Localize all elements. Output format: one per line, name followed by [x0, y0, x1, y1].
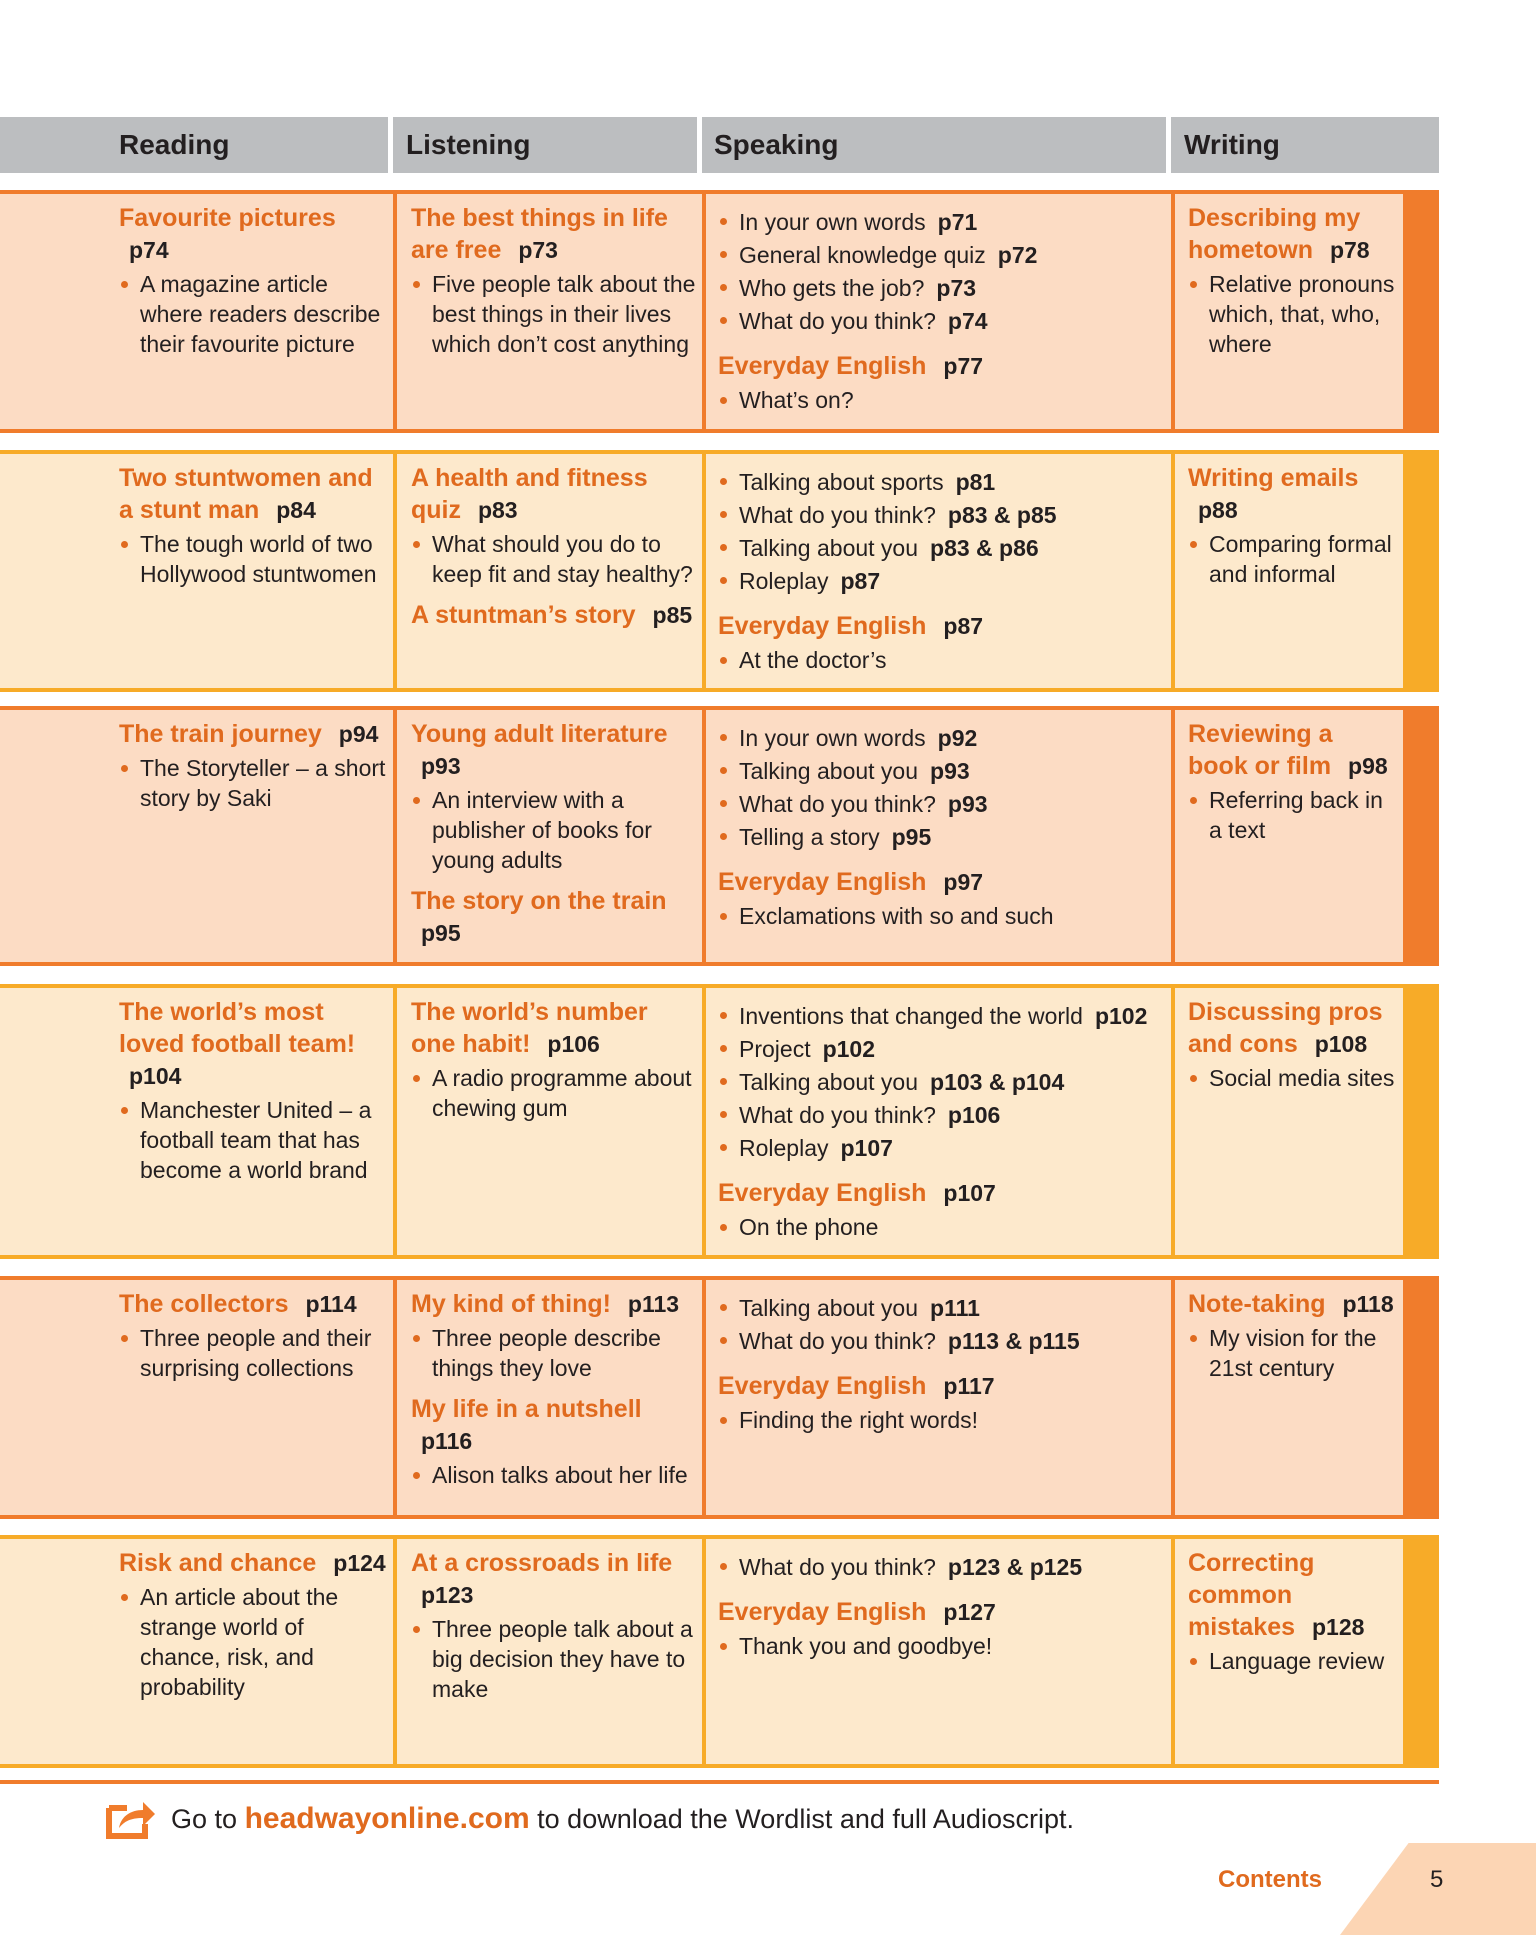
- unit-row: [0, 1535, 1439, 1768]
- reading-point: The Storyteller – a short story by Saki: [119, 753, 387, 813]
- speaking-cell: [702, 1276, 1171, 1519]
- everyday-english-label: Everyday English: [718, 1372, 927, 1400]
- speaking-item-page: p93: [947, 791, 988, 817]
- everyday-point: What’s on?: [718, 385, 1165, 415]
- listening-title: [411, 1288, 696, 1320]
- speaking-item-text: Talking about you: [739, 1069, 919, 1095]
- reading-points: [119, 1095, 387, 1185]
- reading-point: The tough world of two Hollywood stuntwomen: [119, 529, 387, 589]
- writing-page: p128: [1311, 1614, 1365, 1640]
- footer-text: Go to headwayonline.com to download the Wordlist and full Audioscript.: [171, 1802, 1074, 1835]
- listening-cell: [393, 450, 702, 692]
- listening-page: p123: [421, 1582, 474, 1608]
- unit-row: [0, 706, 1439, 966]
- listening-title-text: Young adult literature: [411, 720, 668, 748]
- speaking-item: [718, 788, 1165, 821]
- writing-title: [1188, 462, 1399, 526]
- writing-page: p108: [1314, 1031, 1368, 1057]
- everyday-english-label: Everyday English: [718, 1598, 927, 1626]
- everyday-points: [718, 901, 1165, 931]
- reading-page: p84: [276, 497, 316, 523]
- writing-points: [1188, 1646, 1399, 1676]
- speaking-item-page: p93: [930, 758, 970, 784]
- writing-point: Comparing formal and informal: [1188, 529, 1399, 589]
- listening-point: What should you do to keep fit and stay healthy?: [411, 529, 696, 589]
- unit-row: [0, 1276, 1439, 1519]
- writing-page: p78: [1329, 237, 1370, 263]
- header-writing: Writing: [1171, 117, 1439, 173]
- everyday-points: [718, 1631, 1165, 1661]
- speaking-item-text: What do you think?: [739, 1328, 936, 1354]
- listening-title: [411, 1547, 696, 1611]
- speaking-item-text: Talking about you: [739, 758, 919, 784]
- everyday-point: Exclamations with so and such: [718, 901, 1165, 931]
- reading-page: p94: [338, 721, 379, 747]
- listening-title: [411, 1393, 696, 1457]
- writing-title: [1188, 718, 1399, 782]
- external-link-icon: [105, 1798, 157, 1840]
- writing-cell: [1171, 450, 1403, 692]
- speaking-item-page: p71: [937, 209, 978, 235]
- speaking-item-page: p72: [997, 242, 1038, 268]
- writing-cell: [1171, 1535, 1403, 1768]
- speaking-item-text: In your own words: [739, 209, 926, 235]
- listening-title-text: The story on the train: [411, 887, 667, 915]
- writing-cell: [1171, 1276, 1403, 1519]
- speaking-item-page: p83 & p86: [930, 535, 1039, 561]
- listening-cell: [393, 1276, 702, 1519]
- speaking-item-text: Inventions that changed the world: [739, 1003, 1083, 1029]
- listening-title: [411, 996, 696, 1060]
- everyday-english-page: p117: [943, 1373, 995, 1399]
- writing-title-text: Discussing pros and cons: [1188, 998, 1383, 1058]
- everyday-english-page: p77: [943, 353, 984, 379]
- unit-row: [0, 190, 1439, 433]
- reading-cell: [0, 1276, 393, 1519]
- speaking-item-page: p107: [840, 1135, 893, 1161]
- listening-title-text: My kind of thing!: [411, 1290, 611, 1318]
- reading-points: [119, 753, 387, 813]
- speaking-item-text: What do you think?: [739, 791, 936, 817]
- speaking-cell: [702, 1535, 1171, 1768]
- everyday-english-title: [718, 1370, 1165, 1402]
- reading-point: An article about the strange world of chance, risk, and probability: [119, 1582, 387, 1702]
- listening-page: p106: [547, 1031, 600, 1057]
- writing-page: p88: [1198, 497, 1238, 523]
- everyday-english-page: p107: [943, 1180, 996, 1206]
- listening-page: p83: [477, 497, 518, 523]
- reading-point: A magazine article where readers describe their favourite picture: [119, 269, 387, 359]
- everyday-english-page: p87: [943, 613, 984, 639]
- page-section-label: Contents: [1218, 1866, 1322, 1893]
- speaking-item-text: Project: [739, 1036, 811, 1062]
- reading-cell: [0, 190, 393, 433]
- listening-points: [411, 785, 696, 875]
- speaking-item-page: p95: [891, 824, 932, 850]
- everyday-english-title: [718, 1177, 1165, 1209]
- writing-title-text: Describing my hometown: [1188, 204, 1361, 264]
- writing-page: p118: [1342, 1291, 1394, 1317]
- speaking-item-text: General knowledge quiz: [739, 242, 986, 268]
- speaking-list: [718, 1000, 1165, 1165]
- speaking-item: [718, 239, 1165, 272]
- listening-points: [411, 1614, 696, 1704]
- everyday-point: Finding the right words!: [718, 1405, 1165, 1435]
- speaking-item: [718, 466, 1165, 499]
- speaking-cell: [702, 450, 1171, 692]
- everyday-point: On the phone: [718, 1212, 1165, 1242]
- speaking-item-text: What do you think?: [739, 1102, 936, 1128]
- writing-point: Relative pronouns which, that, who, where: [1188, 269, 1399, 359]
- speaking-item-text: What do you think?: [739, 1554, 936, 1580]
- everyday-english-page: p97: [943, 869, 984, 895]
- speaking-item-text: What do you think?: [739, 308, 936, 334]
- speaking-item: [718, 1033, 1165, 1066]
- speaking-list: [718, 1292, 1165, 1358]
- listening-page: p93: [421, 753, 461, 779]
- speaking-item: [718, 755, 1165, 788]
- unit-row: [0, 984, 1439, 1259]
- header-listening: Listening: [393, 117, 697, 173]
- everyday-english-page: p127: [943, 1599, 996, 1625]
- speaking-item-text: Roleplay: [739, 1135, 829, 1161]
- speaking-item: [718, 1000, 1165, 1033]
- writing-points: [1188, 1063, 1399, 1093]
- speaking-item-page: p74: [947, 308, 988, 334]
- reading-title-text: Two stuntwomen and a stunt man: [119, 464, 373, 524]
- everyday-point: At the doctor’s: [718, 645, 1165, 675]
- writing-point: Social media sites: [1188, 1063, 1399, 1093]
- reading-title: [119, 462, 387, 526]
- reading-page: p124: [333, 1550, 386, 1576]
- speaking-item-page: p113 & p115: [947, 1328, 1080, 1354]
- reading-title: [119, 202, 387, 266]
- listening-cell: [393, 1535, 702, 1768]
- everyday-english-label: Everyday English: [718, 612, 927, 640]
- listening-title-text: My life in a nutshell: [411, 1395, 642, 1423]
- writing-point: Language review: [1188, 1646, 1399, 1676]
- everyday-points: [718, 385, 1165, 415]
- listening-title-text: A health and fitness quiz: [411, 464, 648, 524]
- header-reading: Reading: [0, 117, 388, 173]
- everyday-english-title: [718, 610, 1165, 642]
- reading-title: [119, 996, 387, 1092]
- writing-title-text: Note-taking: [1188, 1290, 1326, 1318]
- listening-points: [411, 1323, 696, 1383]
- listening-point: Three people talk about a big decision they have to make: [411, 1614, 696, 1704]
- speaking-item-page: p73: [936, 275, 977, 301]
- header-speaking: Speaking: [702, 117, 1166, 173]
- speaking-item: [718, 272, 1165, 305]
- speaking-item: [718, 1292, 1165, 1325]
- writing-point: Referring back in a text: [1188, 785, 1399, 845]
- listening-cell: [393, 706, 702, 966]
- everyday-english-label: Everyday English: [718, 352, 927, 380]
- reading-title-text: The collectors: [119, 1290, 289, 1318]
- writing-points: [1188, 529, 1399, 589]
- listening-title-text: At a crossroads in life: [411, 1549, 673, 1577]
- reading-points: [119, 1582, 387, 1702]
- listening-point: An interview with a publisher of books for young adults: [411, 785, 696, 875]
- reading-points: [119, 529, 387, 589]
- speaking-item: [718, 206, 1165, 239]
- listening-points: [411, 1063, 696, 1123]
- reading-point: Manchester United – a football team that has become a world brand: [119, 1095, 387, 1185]
- speaking-item: [718, 1551, 1165, 1584]
- footer-note: [105, 1798, 1074, 1840]
- everyday-english-title: [718, 866, 1165, 898]
- listening-point: Three people describe things they love: [411, 1323, 696, 1383]
- writing-points: [1188, 785, 1399, 845]
- reading-title-text: The world’s most loved football team!: [119, 998, 356, 1058]
- speaking-item-text: Roleplay: [739, 568, 829, 594]
- speaking-item: [718, 722, 1165, 755]
- speaking-item: [718, 1066, 1165, 1099]
- speaking-item-page: p92: [937, 725, 978, 751]
- everyday-english-label: Everyday English: [718, 1179, 927, 1207]
- everyday-english-title: [718, 350, 1165, 382]
- unit-row: [0, 450, 1439, 692]
- speaking-item-text: Talking about sports: [739, 469, 944, 495]
- listening-point: Alison talks about her life: [411, 1460, 696, 1490]
- writing-title-text: Reviewing a book or film: [1188, 720, 1333, 780]
- everyday-points: [718, 1405, 1165, 1435]
- speaking-item-text: Who gets the job?: [739, 275, 925, 301]
- writing-cell: [1171, 190, 1403, 433]
- headwayonline-link[interactable]: headwayonline.com: [244, 1802, 530, 1835]
- listening-page: p85: [652, 602, 693, 628]
- writing-title: [1188, 1547, 1399, 1643]
- speaking-item: [718, 1325, 1165, 1358]
- reading-page: p114: [305, 1291, 357, 1317]
- reading-point: Three people and their surprising collections: [119, 1323, 387, 1383]
- reading-cell: [0, 706, 393, 966]
- unit-color-stripe: [1403, 190, 1439, 433]
- reading-cell: [0, 450, 393, 692]
- listening-point: Five people talk about the best things in their lives which don’t cost anything: [411, 269, 696, 359]
- unit-color-stripe: [1403, 706, 1439, 966]
- speaking-cell: [702, 190, 1171, 433]
- writing-title-text: Correcting common mistakes: [1188, 1549, 1315, 1641]
- listening-title: [411, 718, 696, 782]
- speaking-item: [718, 1132, 1165, 1165]
- writing-title-text: Writing emails: [1188, 464, 1359, 492]
- listening-page: p113: [627, 1291, 680, 1317]
- reading-title: [119, 718, 387, 750]
- listening-points: [411, 269, 696, 359]
- speaking-item: [718, 499, 1165, 532]
- reading-points: [119, 1323, 387, 1383]
- reading-title-text: Risk and chance: [119, 1549, 317, 1577]
- speaking-item-page: p81: [955, 469, 996, 495]
- speaking-cell: [702, 706, 1171, 966]
- speaking-item-text: Talking about you: [739, 1295, 919, 1321]
- writing-title: [1188, 1288, 1399, 1320]
- reading-points: [119, 269, 387, 359]
- reading-cell: [0, 1535, 393, 1768]
- listening-title-text: The best things in life are free: [411, 204, 668, 264]
- page-number: 5: [1430, 1866, 1444, 1893]
- reading-title-text: The train journey: [119, 720, 322, 748]
- reading-page: p74: [129, 237, 169, 263]
- listening-title-text: The world’s number one habit!: [411, 998, 648, 1058]
- listening-title: [411, 202, 696, 266]
- writing-point: My vision for the 21st century: [1188, 1323, 1399, 1383]
- speaking-item: [718, 565, 1165, 598]
- reading-cell: [0, 984, 393, 1259]
- speaking-item-page: p103 & p104: [930, 1069, 1065, 1095]
- everyday-points: [718, 645, 1165, 675]
- speaking-list: [718, 722, 1165, 854]
- writing-page: p98: [1348, 753, 1388, 779]
- speaking-item-page: p102: [1094, 1003, 1148, 1029]
- listening-title-text: A stuntman’s story: [411, 601, 636, 629]
- speaking-item: [718, 1099, 1165, 1132]
- writing-points: [1188, 1323, 1399, 1383]
- footer-divider: [0, 1780, 1439, 1784]
- unit-color-stripe: [1403, 1535, 1439, 1768]
- listening-page: p116: [421, 1428, 473, 1454]
- writing-cell: [1171, 706, 1403, 966]
- everyday-english-label: Everyday English: [718, 868, 927, 896]
- speaking-list: [718, 466, 1165, 598]
- listening-title: [411, 462, 696, 526]
- listening-cell: [393, 190, 702, 433]
- reading-title: [119, 1547, 387, 1579]
- listening-points: [411, 529, 696, 589]
- reading-title-text: Favourite pictures: [119, 204, 336, 232]
- listening-title: [411, 885, 696, 949]
- writing-title: [1188, 202, 1399, 266]
- speaking-item-text: Talking about you: [739, 535, 919, 561]
- table-header: [0, 117, 1439, 173]
- speaking-item: [718, 532, 1165, 565]
- reading-page: p104: [129, 1063, 182, 1089]
- speaking-item-text: Telling a story: [739, 824, 880, 850]
- writing-points: [1188, 269, 1399, 359]
- speaking-item-page: p123 & p125: [947, 1554, 1083, 1580]
- speaking-item-page: p102: [822, 1036, 876, 1062]
- everyday-english-title: [718, 1596, 1165, 1628]
- speaking-cell: [702, 984, 1171, 1259]
- unit-color-stripe: [1403, 450, 1439, 692]
- listening-point: A radio programme about chewing gum: [411, 1063, 696, 1123]
- writing-title: [1188, 996, 1399, 1060]
- unit-color-stripe: [1403, 1276, 1439, 1519]
- speaking-list: [718, 1551, 1165, 1584]
- speaking-item-text: What do you think?: [739, 502, 936, 528]
- speaking-item-page: p106: [947, 1102, 1001, 1128]
- listening-page: p73: [518, 237, 558, 263]
- everyday-point: Thank you and goodbye!: [718, 1631, 1165, 1661]
- listening-cell: [393, 984, 702, 1259]
- everyday-points: [718, 1212, 1165, 1242]
- listening-points: [411, 1460, 696, 1490]
- speaking-item-page: p83 & p85: [947, 502, 1057, 528]
- listening-page: p95: [421, 920, 461, 946]
- speaking-list: [718, 206, 1165, 338]
- speaking-item: [718, 305, 1165, 338]
- writing-cell: [1171, 984, 1403, 1259]
- speaking-item-page: p111: [930, 1295, 980, 1321]
- listening-title: [411, 599, 696, 631]
- unit-color-stripe: [1403, 984, 1439, 1259]
- speaking-item-text: In your own words: [739, 725, 926, 751]
- speaking-item: [718, 821, 1165, 854]
- reading-title: [119, 1288, 387, 1320]
- speaking-item-page: p87: [840, 568, 881, 594]
